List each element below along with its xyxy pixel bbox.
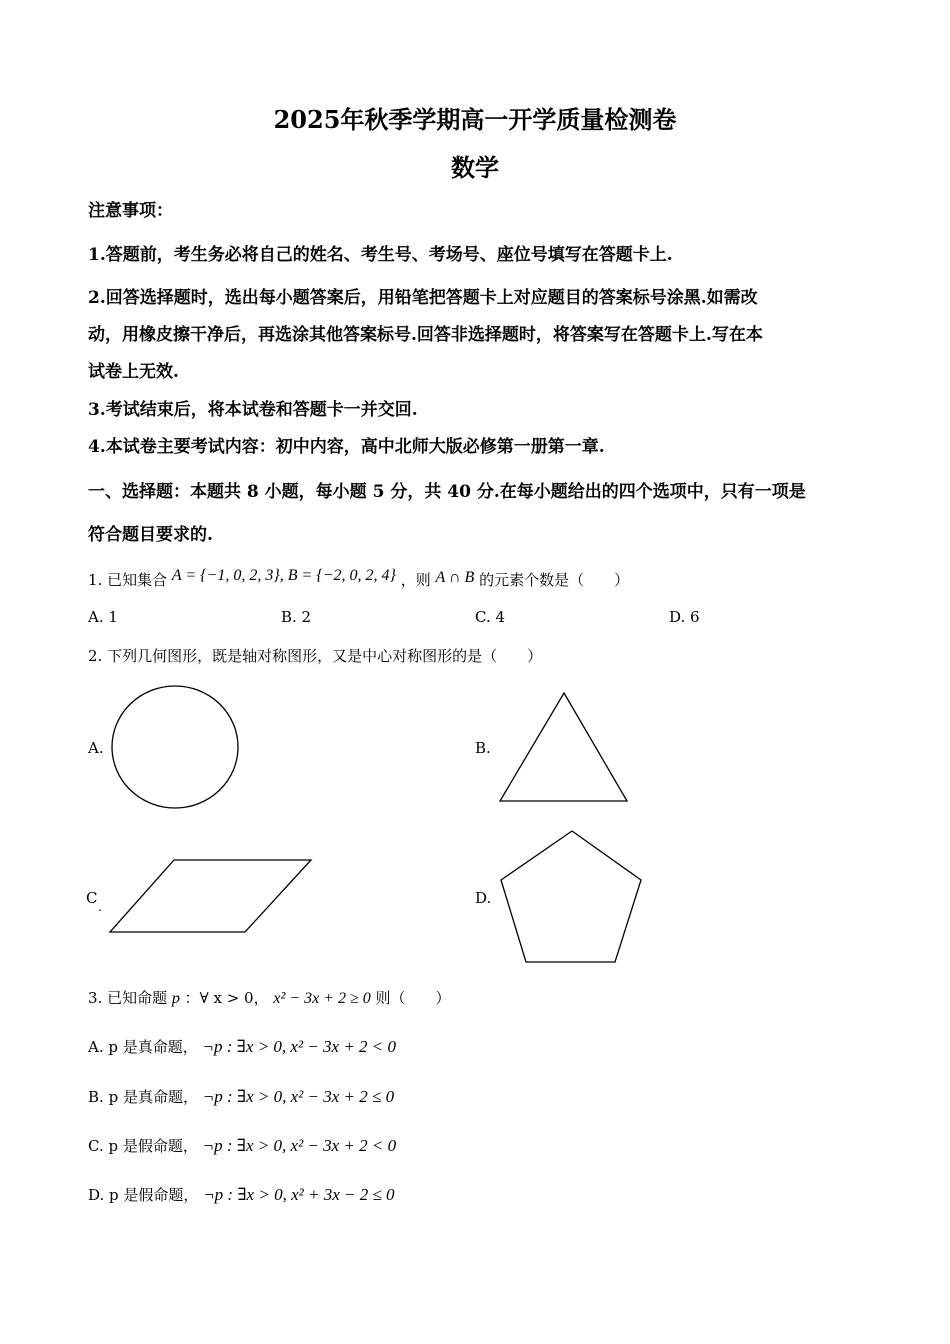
q3-option-d: [88, 1184, 395, 1205]
page-title: 2025年秋季学期高一开学质量检测卷: [273, 105, 677, 134]
q3-option-c-text: p 是假命题，: [108, 1137, 198, 1155]
q3-option-a-label: A.: [88, 1038, 104, 1056]
q3-option-c-math: ¬p : ∃x > 0, x² − 3x + 2 < 0: [202, 1136, 397, 1155]
q3-option-b: [88, 1086, 394, 1107]
q3-option-c-label: C.: [88, 1137, 104, 1155]
q2-option-a-label: A.: [88, 739, 104, 757]
q2-option-b-label: B.: [475, 739, 491, 757]
q1-option-c: C. 4: [475, 608, 506, 626]
q3-option-b-text: p 是真命题，: [108, 1088, 198, 1106]
q2-option-c-label: C: [86, 889, 98, 907]
q2-option-d-label: D.: [475, 889, 492, 907]
pentagon-icon: [498, 828, 644, 965]
notice-line-3: 3.考试结束后，将本试卷和答题卡一并交回.: [88, 400, 418, 420]
q3-cond: ：∀ x > 0，: [184, 989, 269, 1007]
q3-option-d-math: ¬p : ∃x > 0, x² + 3x − 2 ≤ 0: [203, 1185, 395, 1204]
q3-option-b-label: B.: [88, 1088, 104, 1106]
q1-mid: ，则: [400, 571, 431, 589]
q3-option-a: [88, 1036, 396, 1057]
q1-option-d: D. 6: [669, 608, 700, 626]
notice-line-2b: 动，用橡皮擦干净后，再选涂其他答案标号.回答非选择题时，将答案写在答题卡上.写在本: [88, 325, 763, 345]
q1-option-b: B. 2: [281, 608, 312, 626]
q3-option-a-text: p 是真命题，: [108, 1038, 198, 1056]
q3-suffix: 则（ ）: [375, 989, 451, 1007]
section1-line-1: 一、选择题：本题共 8 小题，每小题 5 分，共 40 分.在每小题给出的四个选项中，只有一项是: [88, 482, 806, 502]
q1-suffix: 的元素个数是（ ）: [479, 571, 630, 589]
q3-option-d-label: D.: [88, 1186, 105, 1204]
q3-option-c: [88, 1135, 396, 1156]
question-2-stem: 2. 下列几何图形，既是轴对称图形，又是中心对称图形的是（ ）: [88, 647, 543, 665]
q3-option-b-math: ¬p : ∃x > 0, x² − 3x + 2 ≤ 0: [202, 1087, 395, 1106]
q3-option-d-text: p 是假命题，: [109, 1186, 199, 1204]
triangle-icon: [498, 690, 630, 804]
notice-line-2c: 试卷上无效.: [88, 362, 179, 382]
q3-option-a-math: ¬p : ∃x > 0, x² − 3x + 2 < 0: [202, 1037, 397, 1056]
notice-line-4: 4.本试卷主要考试内容：初中内容，高中北师大版必修第一册第一章.: [88, 437, 605, 457]
question-1-stem: [88, 569, 629, 590]
notice-line-1: 1.答题前，考生务必将自己的姓名、考生号、考场号、座位号填写在答题卡上.: [88, 245, 673, 265]
q1-sets: A = {−1, 0, 2, 3}, B = {−2, 0, 2, 4}: [171, 567, 396, 584]
circle-icon: [110, 684, 242, 812]
section1-line-2: 符合题目要求的.: [88, 525, 213, 545]
q1-expr: A ∩ B: [435, 569, 475, 586]
question-3-stem: [88, 987, 451, 1008]
q1-option-a: A. 1: [88, 608, 118, 626]
subject-title: 数学: [451, 153, 499, 182]
notice-heading: 注意事项：: [88, 201, 173, 221]
q3-prefix: 3. 已知命题: [88, 989, 168, 1007]
q1-prefix: 1. 已知集合: [88, 571, 168, 589]
q3-ineq: x² − 3x + 2 ≥ 0: [273, 990, 371, 1007]
q2-option-c-dot: .: [98, 900, 102, 914]
q3-p: p: [171, 990, 180, 1007]
notice-line-2a: 2.回答选择题时，选出每小题答案后，用铅笔把答题卡上对应题目的答案标号涂黑.如需改: [88, 288, 758, 308]
parallelogram-icon: [108, 857, 314, 935]
